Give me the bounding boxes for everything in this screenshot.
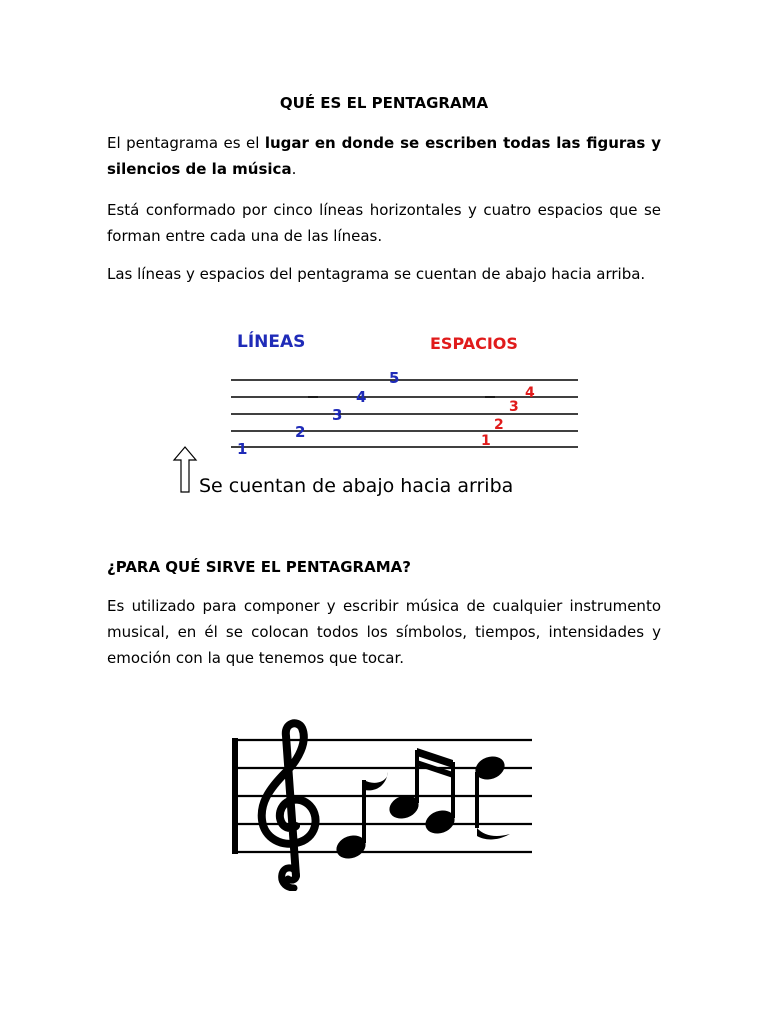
line-number-1: 1 <box>237 440 248 458</box>
staff-diagram <box>225 325 585 460</box>
bar-line <box>232 738 238 854</box>
paragraph-definition <box>107 130 661 182</box>
space-number-1: 1 <box>481 433 491 449</box>
page-title: QUÉ ES EL PENTAGRAMA <box>279 94 489 112</box>
treble-clef-icon <box>262 723 316 888</box>
section-heading: ¿PARA QUÉ SIRVE EL PENTAGRAMA? <box>107 558 411 576</box>
lines-label: LÍNEAS <box>237 332 306 352</box>
space-number-4: 4 <box>525 385 535 401</box>
paragraph-definition-bold: lugar en donde se escriben todas las figuras y silencios de la música <box>107 134 662 178</box>
line-number-4: 4 <box>356 388 367 406</box>
paragraph-purpose: Es utilizado para componer y escribir música de cualquier instrumento musical, en él se colocan todos los símbolos, tiempos, intensidades y emoción con la que tenemos que tocar. <box>107 597 661 667</box>
up-arrow-icon <box>172 446 198 494</box>
paragraph-structure: Está conformado por cinco líneas horizontales y cuatro espacios que se forman entre cada una de las líneas. <box>107 201 661 245</box>
music-notation-image <box>228 716 538 891</box>
paragraph-definition-pre: El pentagrama es el <box>107 134 265 152</box>
space-number-2: 2 <box>494 417 504 433</box>
paragraph-counting: Las líneas y espacios del pentagrama se cuentan de abajo hacia arriba. <box>107 265 646 283</box>
line-number-5: 5 <box>389 369 400 387</box>
space-numbers <box>481 385 535 449</box>
space-number-3: 3 <box>509 399 519 415</box>
paragraph-definition-post: . <box>291 160 297 178</box>
figure-caption: Se cuentan de abajo hacia arriba <box>199 475 514 497</box>
line-number-3: 3 <box>332 406 343 424</box>
eighth-note-icon <box>333 772 388 862</box>
line-number-2: 2 <box>295 423 306 441</box>
spaces-label: ESPACIOS <box>430 334 518 353</box>
